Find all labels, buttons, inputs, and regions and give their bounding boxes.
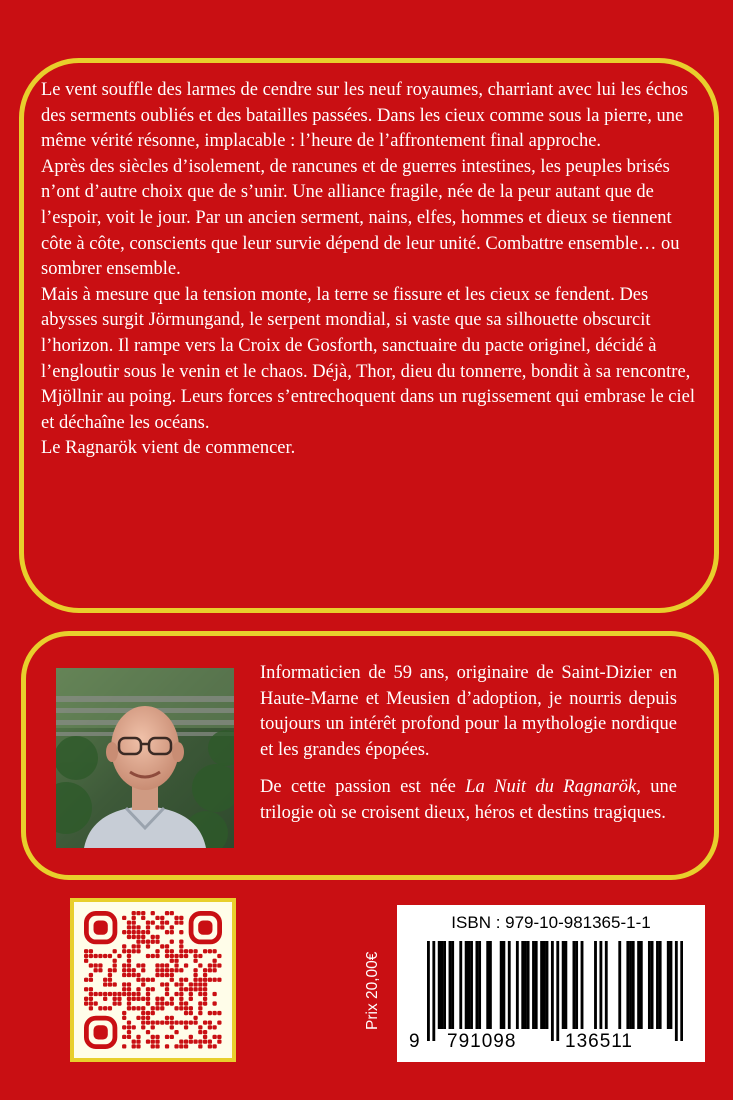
ean-digits-right: 136511 [565,1031,633,1052]
isbn-label: ISBN : 979-10-981365-1-1 [451,913,651,932]
ean-digit-first: 9 [409,1031,421,1052]
passion-suffix: , une trilogie où se croisent dieux, héros et destins tragiques. [260,777,677,823]
isbn-barcode [397,905,705,1062]
qr-code-icon [84,911,222,1049]
book-title: La Nuit du Ragnarök [465,777,637,798]
synopsis-paragraph-3: Mais à mesure que la tension monte, la terre se fissure et les cieux se fendent. Des abysses surgit Jörmungand, le serpent mondial, si vaste que sa silhouette obscurcit l’horizon. Il rampe vers la Croix de Gosforth, sanctuaire du pacte originel, décidé à l’engloutir sous le venin et le chaos. Déjà, Thor, dieu du tonnerre, bondit à sa rencontre, Mjöllnir au poing. Leurs forces s’entrechoquent dans un rugissement qui embrase le ciel et déchaîne les océans. [41,284,695,433]
qr-code-frame [70,898,236,1062]
author-photo [56,668,234,848]
synopsis-paragraph-2: Après des siècles d’isolement, de rancunes et de guerres intestines, les peuples brisés n’ont d’autre choix que de s’unir. Une alliance fragile, née de la peur autant que de l’espoir, voit le jour. Par un ancien serment, nains, elfes, hommes et dieux se tiennent côte à côte, conscients que leur survie dépend de leur unité. Combattre ensemble… ou sombrer ensemble. [41,156,680,280]
price-label: Prix 20,00€ [364,951,381,1030]
barcode-icon [427,941,683,1041]
ean-digits-left: 791098 [447,1031,517,1052]
passion-prefix: De cette passion est née [260,777,466,798]
synopsis-text [41,78,701,462]
author-bio-paragraph: Informaticien de 59 ans, originaire de Saint-Dizier en Haute-Marne et Meusien d’adoption, je nourris depuis toujours un intérêt profond pour la mythologie nordique et les grandes épopées. [260,663,677,760]
author-passion-paragraph [260,775,677,826]
synopsis-paragraph-1: Le vent souffle des larmes de cendre sur les neuf royaumes, charriant avec lui les échos des serments oubliés et des batailles passées. Dans les cieux comme sous la pierre, une même vérité résonne, implacable : l’heure de l’affrontement final approche. [41,80,688,152]
author-bio [260,661,677,839]
synopsis-paragraph-4: Le Ragnarök vient de commencer. [41,438,296,459]
